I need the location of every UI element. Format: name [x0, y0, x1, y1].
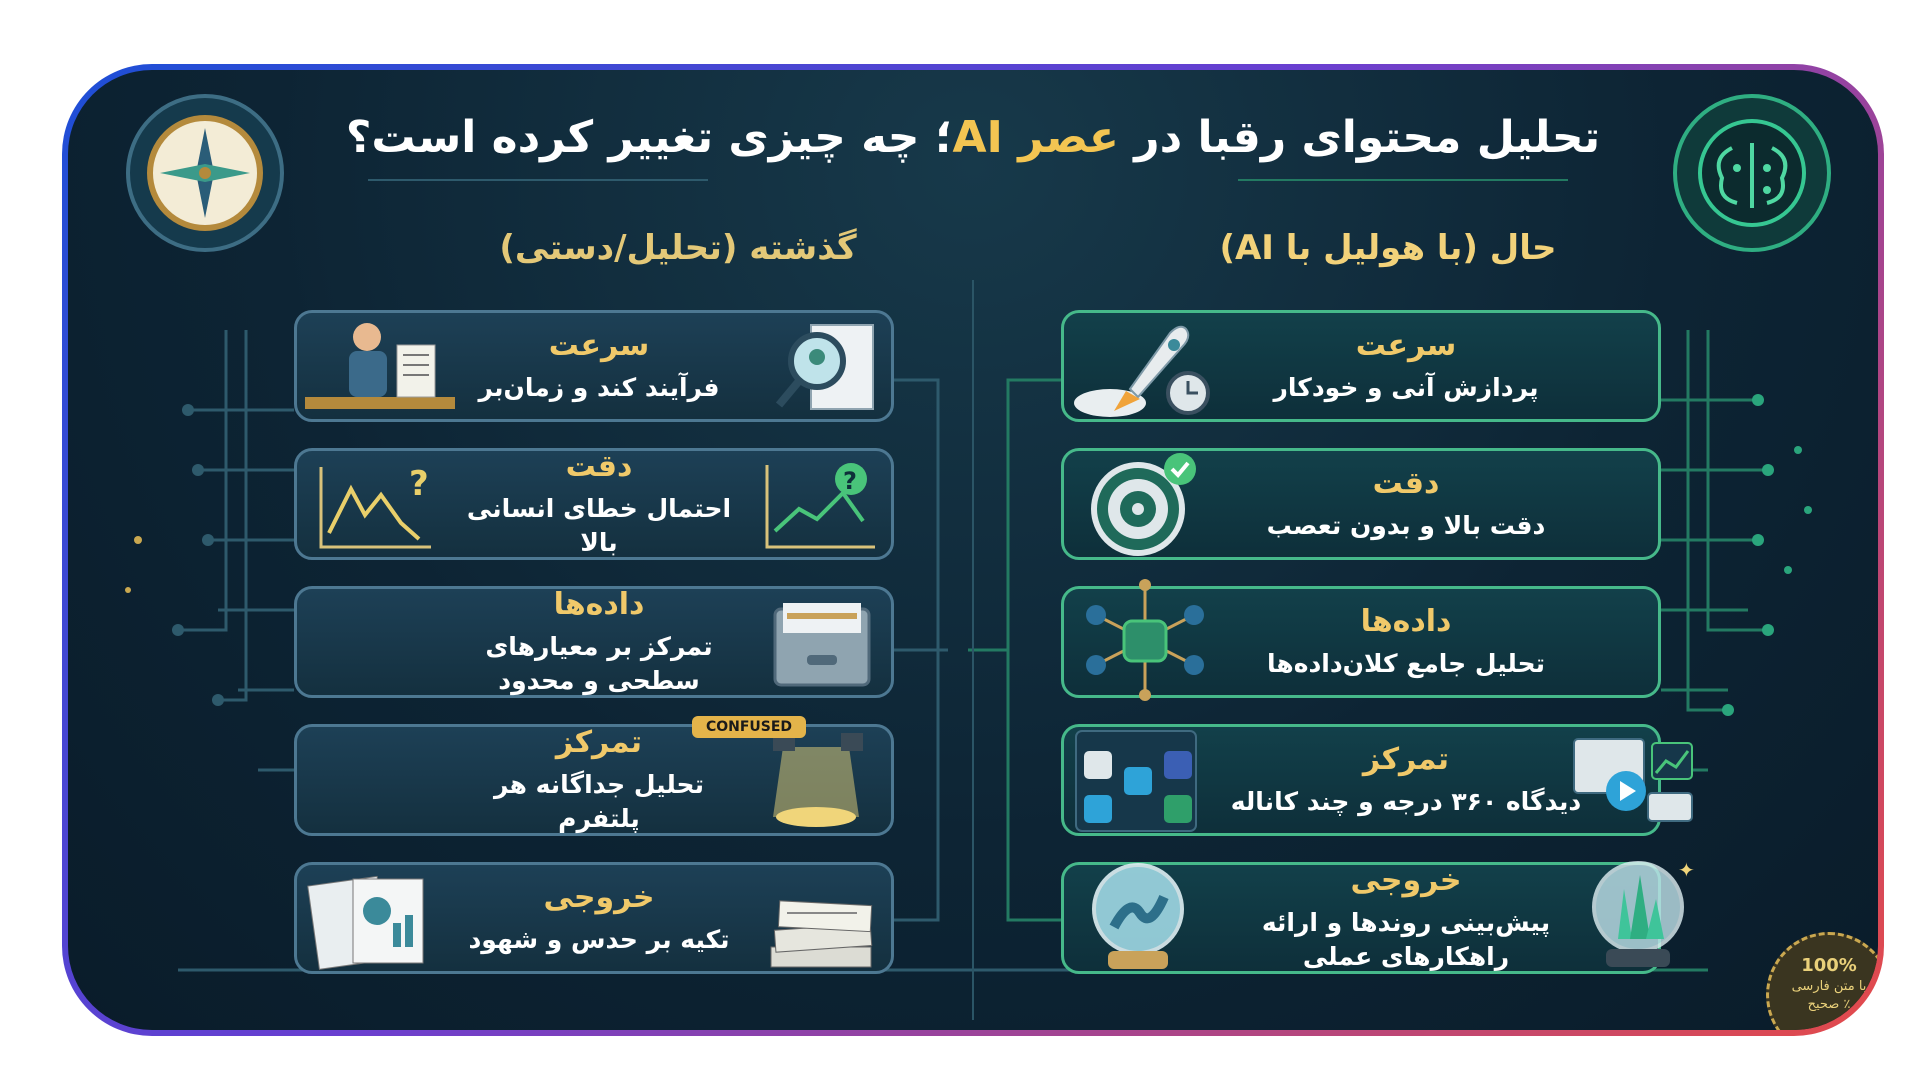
now-card-data — [1061, 586, 1661, 698]
card-subtitle: تحلیل جامع کلان‌داده‌ها — [1266, 648, 1546, 678]
card-title: داده‌ها — [553, 586, 645, 622]
column-divider — [972, 280, 974, 1020]
card-subtitle: پردازش آنی و خودکار — [1273, 372, 1539, 402]
now-column-heading: حال (با هولیل با AI) — [1219, 228, 1557, 268]
report-papers-icon — [307, 871, 437, 975]
trend-chart-question-icon — [759, 459, 879, 559]
past-card-output — [294, 862, 894, 974]
badge-line1: 100% — [1801, 955, 1857, 976]
past-card-data — [294, 586, 894, 698]
card-title: سرعت — [1355, 327, 1457, 363]
confused-tag: CONFUSED — [692, 716, 806, 738]
card-subtitle: تمرکز بر معیارهای سطحی و محدود — [485, 631, 713, 695]
card-subtitle: دقت بالا و بدون تعصب — [1266, 510, 1546, 540]
compass-icon — [126, 94, 284, 252]
infographic-panel — [68, 70, 1878, 1030]
card-title: تمرکز — [555, 724, 643, 760]
database-network-icon — [1080, 575, 1210, 709]
rocket-clock-icon — [1070, 315, 1220, 423]
badge-line3: ٪ صحیح — [1807, 997, 1851, 1012]
crystal-ball-icon — [1080, 857, 1200, 985]
infographic-title: تحلیل محتوای رقبا در عصر AI؛ چه چیزی تغییر کرده است؟ — [345, 112, 1601, 163]
past-column-heading: گذشته (تحلیل/دستی) — [499, 228, 857, 268]
past-card-focus — [294, 724, 894, 836]
past-card-speed — [294, 310, 894, 422]
card-title: دقت — [565, 448, 633, 484]
file-drawer-icon — [767, 599, 877, 695]
card-subtitle: احتمال خطای انسانی بالا — [466, 493, 732, 557]
now-card-focus — [1061, 724, 1661, 836]
card-title: سرعت — [548, 327, 650, 363]
zigzag-chart-question-icon — [311, 459, 441, 559]
card-subtitle: فرآیند کند و زمان‌بر — [478, 372, 720, 402]
badge-line2: با متن فارسی — [1791, 979, 1867, 994]
now-card-accuracy — [1061, 448, 1661, 560]
svg-text:✦: ✦ — [1678, 858, 1695, 882]
card-subtitle: تکیه بر حدس و شهود — [468, 924, 730, 954]
card-title: تمرکز — [1362, 741, 1450, 777]
card-title: دقت — [1372, 465, 1440, 501]
card-subtitle: تحلیل جداگانه هر پلتفرم — [494, 769, 704, 833]
person-writing-icon — [305, 319, 455, 419]
spotlight-icon — [763, 729, 873, 837]
target-check-icon — [1084, 451, 1204, 563]
card-title: خروجی — [1350, 862, 1462, 898]
past-card-accuracy — [294, 448, 894, 560]
card-title: داده‌ها — [1360, 603, 1452, 639]
now-card-speed — [1061, 310, 1661, 422]
magnifier-document-icon — [771, 321, 881, 421]
now-card-output — [1061, 858, 1695, 974]
newspaper-stack-icon — [761, 887, 881, 975]
card-subtitle: پیش‌بینی روندها و ارائه راهکارهای عملی — [1261, 907, 1551, 971]
svg-text:?: ? — [409, 464, 429, 504]
social-platforms-icon — [1072, 727, 1202, 839]
card-subtitle: دیدگاه ۳۶۰ درجه و چند کاناله — [1230, 786, 1582, 816]
svg-text:?: ? — [843, 467, 857, 495]
card-title: خروجی — [543, 879, 655, 915]
